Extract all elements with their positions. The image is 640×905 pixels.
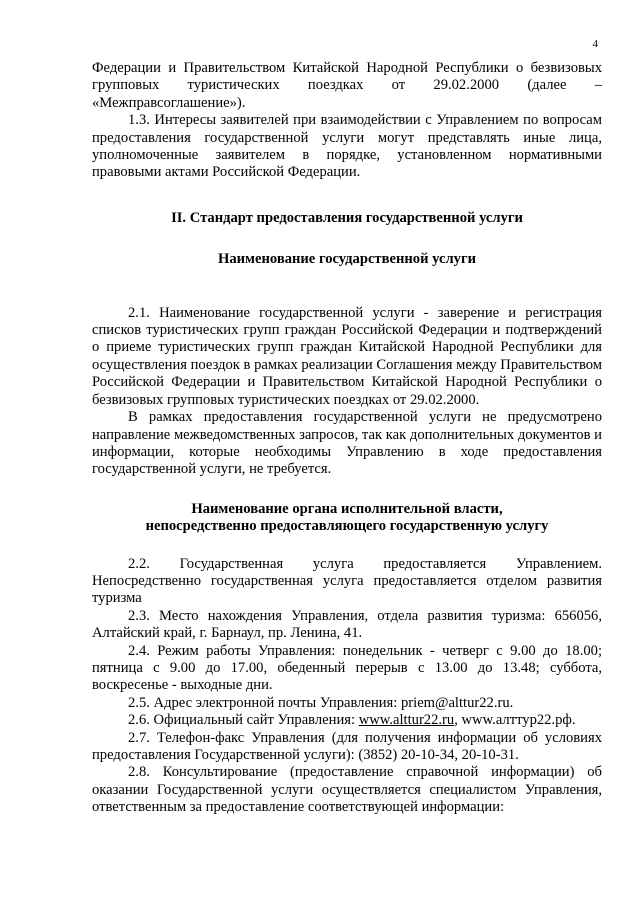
paragraph-2-6-prefix: 2.6. Официальный сайт Управления:: [128, 712, 359, 729]
paragraph-2-2: 2.2. Государственная услуга предоставляется Управлением. Непосредственно государственная услуга предоставляется отделом развития туризма: [92, 555, 602, 607]
paragraph-2-4: 2.4. Режим работы Управления: понедельник - четверг с 9.00 до 18.00; пятница с 9.00 до 17.00, обеденный перерыв с 13.00 до 13.48; суббота, воскресенье - выходные дни.: [92, 642, 602, 694]
website-link[interactable]: www.alttur22.ru: [358, 712, 455, 729]
paragraph-no-interagency: В рамках предоставления государственной услуги не предусмотрено направление межведомственных запросов, так как дополнительных документов и информации, которые необходимы Управлению в ходе предоставления государственной услуги, не требуется.: [92, 409, 602, 478]
paragraph-2-6: [92, 712, 602, 729]
paragraph-2-8: 2.8. Консультирование (предоставление справочной информации) об оказании Государственной услуги осуществляется специалистом Управления, ответственным за предоставление соответствующей информации:: [92, 764, 602, 816]
heading-authority: [92, 501, 602, 536]
heading-authority-line1: Наименование органа исполнительной власти,: [191, 500, 503, 517]
page-number: 4: [592, 38, 598, 50]
paragraph-2-7: 2.7. Телефон-факс Управления (для получения информации об условиях предоставления Государственной услуги): (3852) 20-10-34, 20-10-31.: [92, 729, 602, 763]
section-title: II. Стандарт предоставления государственной услуги: [171, 209, 523, 226]
document-body: [92, 60, 602, 817]
paragraph-2-1: 2.1. Наименование государственной услуги - заверение и регистрация списков туристических групп граждан Российской Федерации и подтверждений о приеме туристических групп граждан Китайской Народной Республики для осуществления поездок в рамках реализации Соглашения между Правительством Российской Федерации и Правительством Китайской Народной Республики о безвизовых групповых туристических поездках от 29.02.2000.: [92, 304, 602, 408]
heading-service-name: Наименование государственной услуги: [218, 251, 476, 268]
paragraph-2-3: 2.3. Место нахождения Управления, отдела развития туризма: 656056, Алтайский край, г. Барнаул, пр. Ленина, 41.: [92, 607, 602, 642]
paragraph-1-3: 1.3. Интересы заявителей при взаимодействии с Управлением по вопросам предоставления государственной услуги могут представлять иные лица, уполномоченные заявителем в порядке, установленном нормативными правовыми актами Российской Федерации.: [92, 112, 602, 181]
heading-authority-line2: непосредственно предоставляющего государственную услугу: [145, 518, 549, 535]
paragraph-continuation: Федерации и Правительством Китайской Народной Республики о безвизовых групповых туристических поездках от 29.02.2000 (далее – «Межправсоглашение»).: [92, 60, 602, 111]
paragraph-2-6-suffix: , www.алттур22.рф.: [454, 712, 576, 729]
paragraph-2-5: 2.5. Адрес электронной почты Управления: priem@alttur22.ru.: [128, 694, 514, 711]
